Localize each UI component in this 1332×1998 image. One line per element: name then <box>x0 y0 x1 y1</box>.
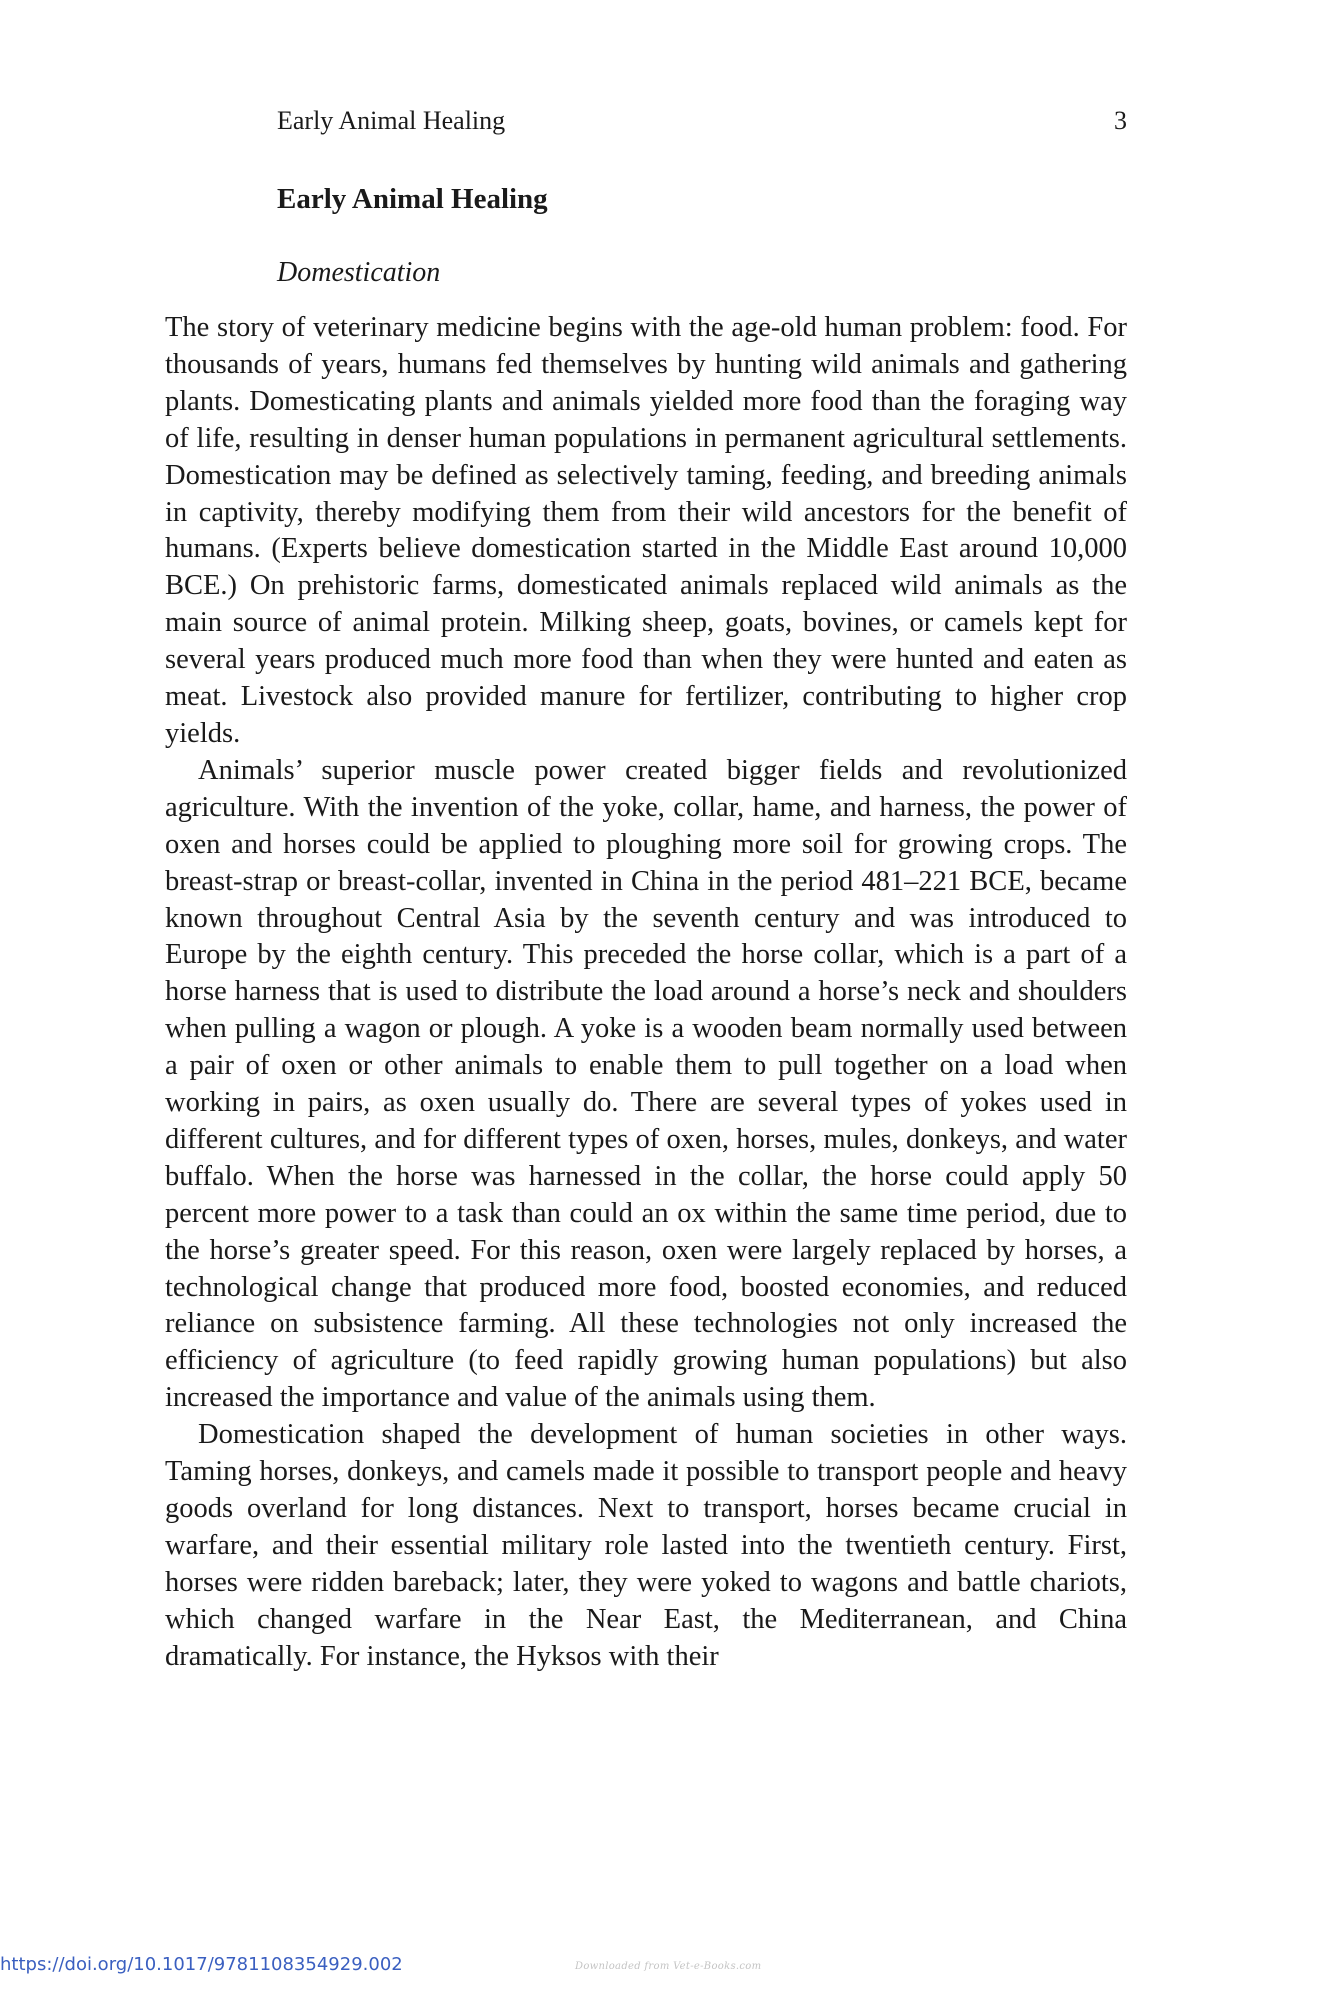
watermark: Downloaded from Vet-e-Books.com <box>575 1961 762 1972</box>
paragraph-2: Animals’ superior muscle power created bigger fields and revolutionized agriculture. With the invention of the yoke, collar, hame, and harness, the power of oxen and horses could be applied to ploughing more soil for growing crops. The breast-strap or breast-collar, invented in China in the period 481–221 BCE, became known throughout Central Asia by the seventh century and was introduced to Europe by the eighth century. This preceded the horse collar, which is a part of a horse harness that is used to distribute the load around a horse’s neck and shoulders when pulling a wagon or plough. A yoke is a wooden beam normally used between a pair of oxen or other animals to enable them to pull together on a load when working in pairs, as oxen usually do. There are several types of yokes used in different cultures, and for different types of oxen, horses, mules, donkeys, and water buffalo. When the horse was harnessed in the collar, the horse could apply 50 percent more power to a task than could an ox within the same time period, due to the horse’s greater speed. For this reason, oxen were largely replaced by horses, a technological change that produced more food, boosted economies, and reduced reliance on subsistence farming. All these technologies not only increased the efficiency of agriculture (to feed rapidly growing human populations) but also increased the importance and value of the animals using them. <box>165 754 1127 1414</box>
body-text <box>165 310 1127 1676</box>
section-heading: Domestication <box>277 257 441 288</box>
chapter-heading: Early Animal Healing <box>277 183 548 215</box>
page-number: 3 <box>1114 106 1127 135</box>
running-title: Early Animal Healing <box>277 106 506 135</box>
paragraph-1: The story of veterinary medicine begins with the age-old human problem: food. For thousands of years, humans fed themselves by hunting wild animals and gathering plants. Domesticating plants and animals yielded more food than the foraging way of life, resulting in denser human populations in permanent agricultural settlements. Domestication may be defined as selectively taming, feeding, and breeding animals in captivity, thereby modifying them from their wild ancestors for the benefit of humans. (Experts believe domestication started in the Middle East around 10,000 BCE.) On prehistoric farms, domesticated animals replaced wild animals as the main source of animal protein. Milking sheep, goats, bovines, or camels kept for several years produced much more food than when they were hunted and eaten as meat. Livestock also provided manure for fertilizer, contributing to higher crop yields. <box>165 312 1127 749</box>
paragraph-3: Domestication shaped the development of human societies in other ways. Taming horses, donkeys, and camels made it possible to transport people and heavy goods overland for long distances. Next to transport, horses became crucial in warfare, and their essential military role lasted into the twentieth century. First, horses were ridden bareback; later, they were yoked to wagons and battle chariots, which changed warfare in the Near East, the Mediterranean, and China dramatically. For instance, the Hyksos with their <box>165 1419 1127 1672</box>
doi-link[interactable]: https://doi.org/10.1017/9781108354929.002 <box>0 1954 403 1975</box>
